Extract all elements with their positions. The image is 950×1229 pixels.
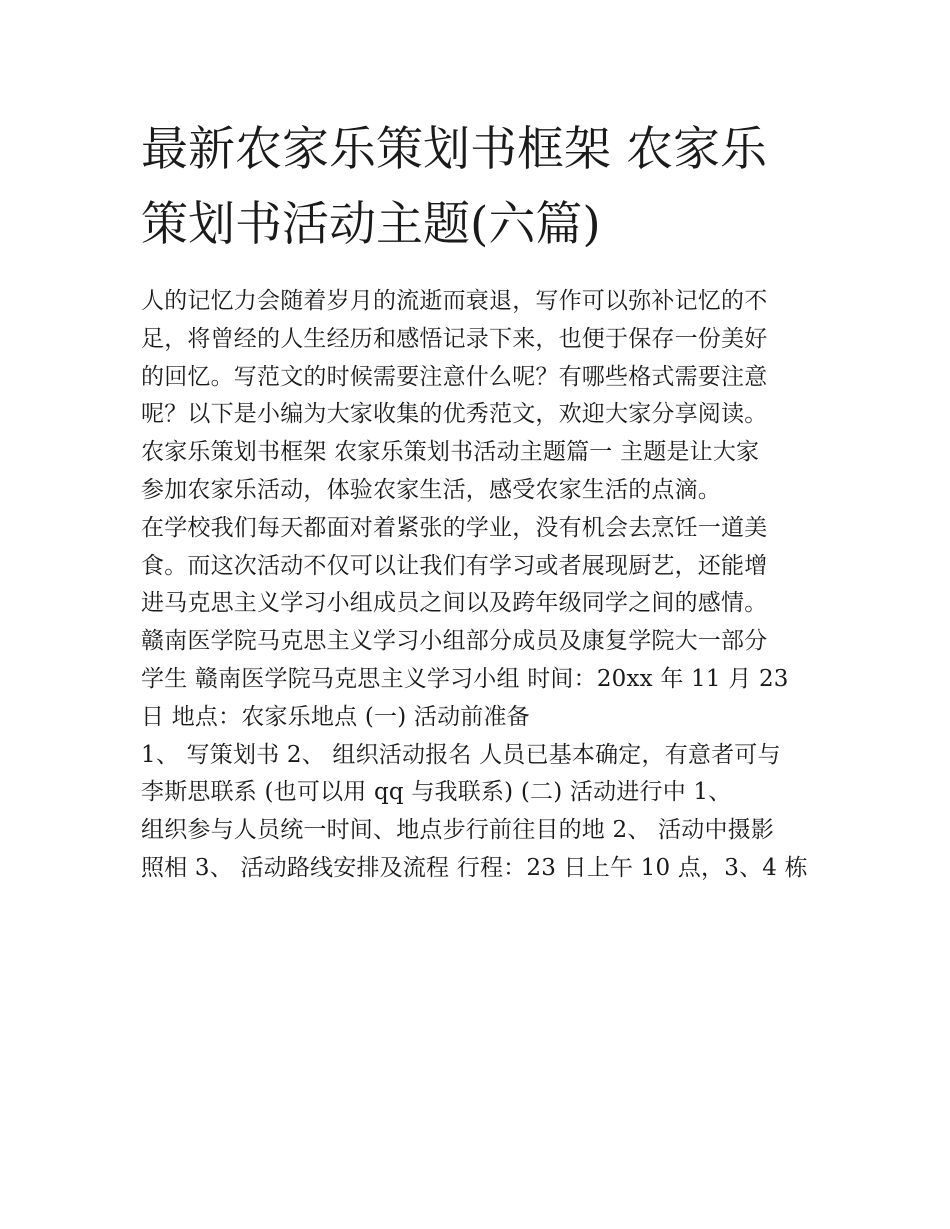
title-line-2: 策划书活动主题(六篇) [141,197,601,252]
document-content [141,112,813,888]
body-line: 呢？以下是小编为大家收集的优秀范文，欢迎大家分享阅读。 [141,401,768,428]
body-line: 的回忆。写范文的时候需要注意什么呢？有哪些格式需要注意 [141,363,768,390]
body-line: 足，将曾经的人生经历和感悟记录下来，也便于保存一份美好 [141,325,768,352]
body-line: 食。而这次活动不仅可以让我们有学习或者展现厨艺，还能增 [141,552,768,579]
document-title [141,112,813,262]
body-line: 参加农家乐活动，体验农家生活，感受农家生活的点滴。 [141,476,721,503]
document-body [141,283,813,888]
body-line: 李斯思联系 (也可以用 qq 与我联系) (二) 活动进行中 1、 [141,779,732,806]
title-line-1: 最新农家乐策划书框架 农家乐 [141,122,767,177]
body-line: 照相 3、 活动路线安排及流程 行程：23 日上午 10 点，3、4 栋 [141,854,808,881]
body-line: 组织参与人员统一时间、地点步行前往目的地 2、 活动中摄影 [141,817,775,844]
body-line: 赣南医学院马克思主义学习小组部分成员及康复学院大一部分 [141,628,768,655]
body-line: 1、 写策划书 2、 组织活动报名 人员已基本确定，有意者可与 [141,741,781,768]
body-line: 农家乐策划书框架 农家乐策划书活动主题篇一 主题是让大家 [141,439,760,466]
body-line: 在学校我们每天都面对着紧张的学业，没有机会去烹饪一道美 [141,514,768,541]
body-line: 人的记忆力会随着岁月的流逝而衰退，写作可以弥补记忆的不 [141,288,768,314]
body-line: 学生 赣南医学院马克思主义学习小组 时间：20xx 年 11 月 23 [141,665,789,692]
body-line: 进马克思主义学习小组成员之间以及跨年级同学之间的感情。 [141,590,768,617]
body-line: 日 地点：农家乐地点 (一) 活动前准备 [141,703,530,730]
